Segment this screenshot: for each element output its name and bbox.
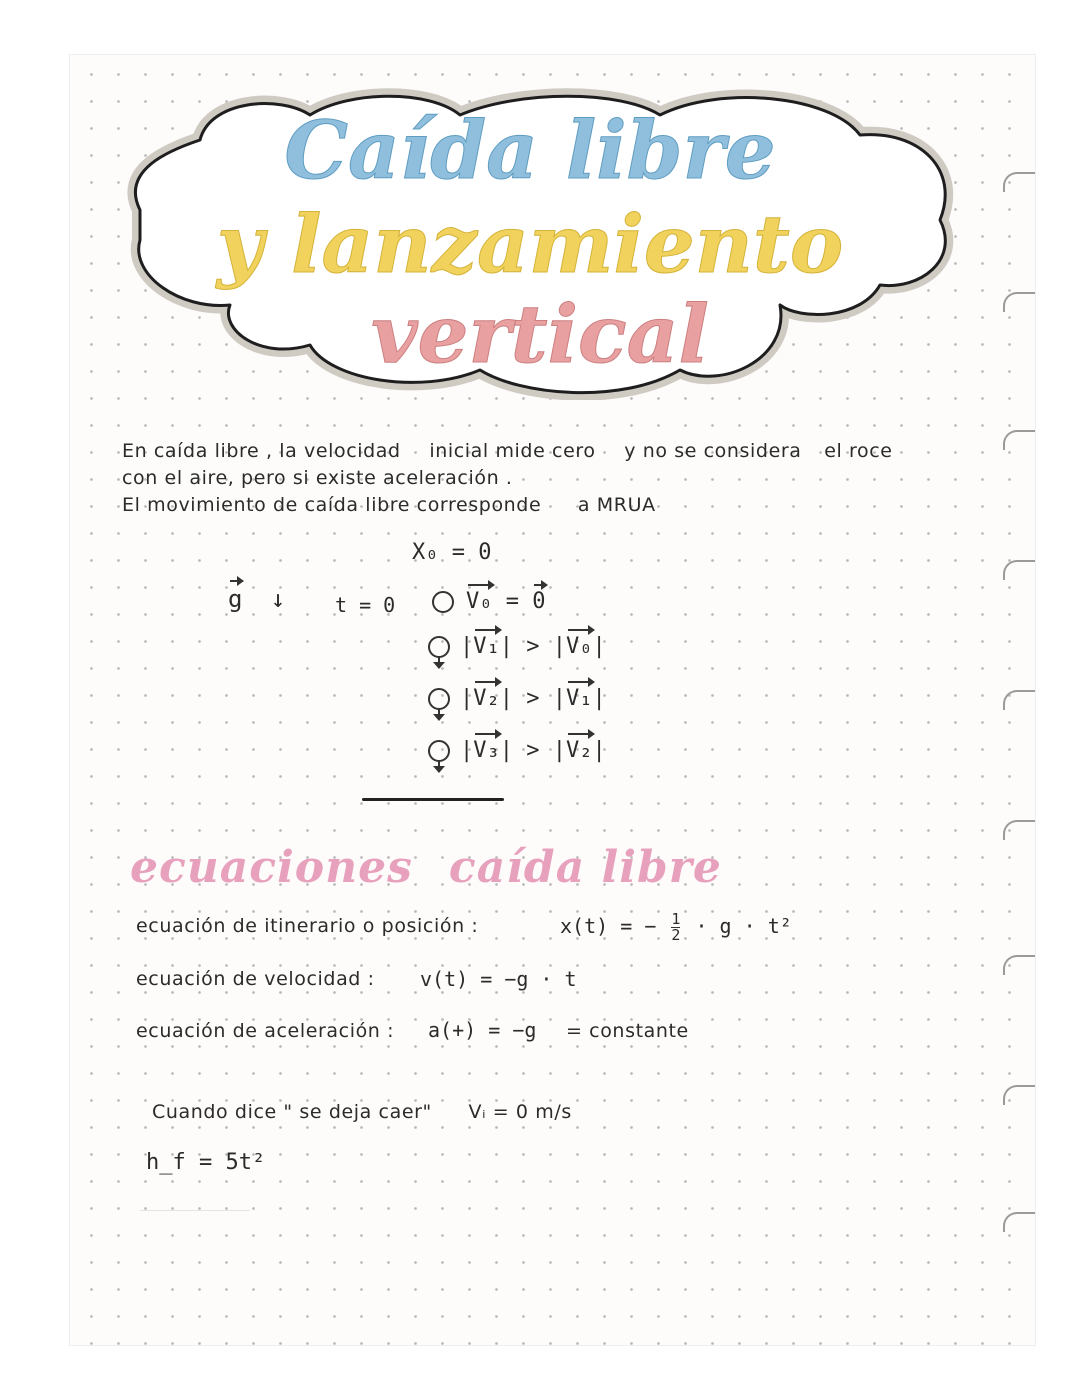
binder-ring xyxy=(1003,955,1035,975)
velocity-equation-label: ecuación de velocidad : xyxy=(136,968,375,990)
title-line2: y lanzamiento xyxy=(216,197,844,291)
binder-ring xyxy=(1003,172,1035,192)
down-arrow-icon: ↓ xyxy=(270,585,286,613)
formula-text: x(t) = − xyxy=(560,914,657,938)
intro-text: El movimiento de caída libre corresponde xyxy=(122,494,542,516)
heading-word: ecuaciones xyxy=(130,842,413,893)
intro-text: el roce xyxy=(824,440,893,462)
velocity-vector: V₀ xyxy=(566,634,593,659)
note-text: Vᵢ = 0 m/s xyxy=(468,1101,572,1123)
note-line-1 xyxy=(152,1101,572,1123)
fraction xyxy=(671,912,680,943)
binder-ring xyxy=(1003,560,1035,580)
intro-line-1 xyxy=(122,440,893,462)
greater-than: > xyxy=(526,634,540,659)
binder-ring xyxy=(1003,1085,1035,1105)
velocity-vector: V₂ xyxy=(566,738,593,763)
intro-line-3 xyxy=(122,494,656,516)
velocity-vector: V₃ xyxy=(473,738,500,763)
heading-word: caída libre xyxy=(448,842,722,893)
equations-heading xyxy=(130,842,758,893)
intro-text: En caída libre , la velocidad xyxy=(122,440,401,462)
acceleration-note: = constante xyxy=(566,1020,689,1042)
fraction-numerator: 1 xyxy=(671,910,681,928)
equals-sign: = xyxy=(505,589,519,614)
velocity-equation: v(t) = −g · t xyxy=(420,967,577,991)
binder-ring xyxy=(1003,820,1035,840)
binder-ring xyxy=(1003,292,1035,312)
velocity-vector: V₁ xyxy=(473,634,500,659)
section-divider xyxy=(362,798,504,801)
v0-row xyxy=(432,589,546,614)
acceleration-equation: a(+) = −g xyxy=(428,1018,537,1042)
velocity-row: |V₂| > |V₁| xyxy=(428,686,606,711)
position-equation-label: ecuación de itinerario o posición : xyxy=(136,915,479,937)
v0-vector: V₀ xyxy=(466,589,493,614)
g-vector: g xyxy=(228,585,243,613)
faint-line xyxy=(140,1210,250,1225)
t0-label: t = 0 xyxy=(335,593,396,617)
velocity-row: |V₃| > |V₂| xyxy=(428,738,606,763)
formula-text: · g · t² xyxy=(695,914,792,938)
note-text: Cuando dice " se deja caer" xyxy=(152,1101,432,1123)
position-equation xyxy=(560,912,792,943)
binder-ring xyxy=(1003,430,1035,450)
acceleration-equation-label: ecuación de aceleración : xyxy=(136,1020,395,1042)
gravity-label xyxy=(228,585,285,613)
intro-text: a MRUA xyxy=(577,494,656,516)
intro-text: inicial mide cero xyxy=(429,440,596,462)
title-line1: Caída libre xyxy=(284,103,776,197)
note-line-2: h_f = 5t² xyxy=(146,1150,266,1175)
falling-ball-icon xyxy=(428,688,450,710)
velocity-vector: V₁ xyxy=(566,686,593,711)
zero-vector: 0 xyxy=(532,589,546,614)
intro-line-2: con el aire, pero si existe aceleración . xyxy=(122,467,513,489)
title-line3: vertical xyxy=(371,287,709,381)
intro-text: y no se considera xyxy=(624,440,802,462)
ball-icon xyxy=(432,591,454,613)
greater-than: > xyxy=(526,686,540,711)
binder-ring xyxy=(1003,1212,1035,1232)
x0-label: X₀ = 0 xyxy=(412,540,492,565)
falling-ball-icon xyxy=(428,636,450,658)
binder-ring xyxy=(1003,690,1035,710)
fraction-denominator: 2 xyxy=(671,926,681,944)
greater-than: > xyxy=(526,738,540,763)
velocity-row: |V₁| > |V₀| xyxy=(428,634,606,659)
velocity-vector: V₂ xyxy=(473,686,500,711)
falling-ball-icon xyxy=(428,740,450,762)
title-lettering xyxy=(100,60,960,400)
